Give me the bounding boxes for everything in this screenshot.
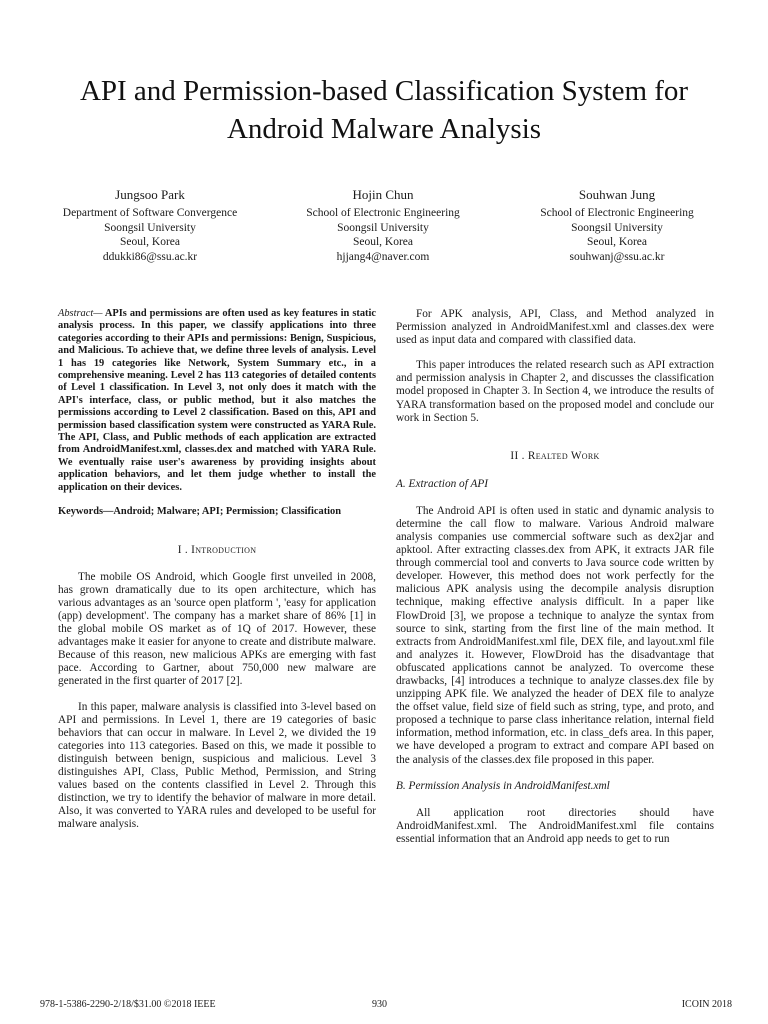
section-title: Realted Work [527, 449, 600, 462]
author-name: Jungsoo Park [115, 187, 185, 202]
section-heading-introduction [58, 543, 376, 557]
paragraph-right-1: For APK analysis, API, Class, and Method analyzed in Permission analyzed in AndroidManifest.xml and classes.dex were used as input data and compared with classified data. [396, 308, 714, 347]
author-dept: School of Electronic Engineering [306, 207, 460, 219]
paragraph-right-2: This paper introduces the related research such as API extraction and permission analysis in Chapter 2, and discusses the classification model proposed in Chapter 3. In Section 4, we introduce the results of YARA transformation based on the proposed model and conclude our work in Section 5. [396, 359, 714, 424]
paragraph-related-a: The Android API is often used in static and dynamic analysis to determine the call flow to malware. Various Android malware analysis companies use commercial software such as dex2jar and apktool. After extracting classes.dex from APK, it extracts JAR file through commercial tool and converts to Java source code written by developer. However, this method does not work perfectly for the malicious APK analysis using the decompile analysis disruption technique, making effective analysis difficult. In a paper like FlowDroid [3], we propose a technique to analyze the syntax from source to sink, starting from the first line of the main method. It extracts from AndroidManifest.xml file, DEX file, and layout.xml file and analyzes it. However, FlowDroid has the disadvantage that obfuscated applications cannot be analyzed. To overcome these drawbacks, [4] introduces a technique to analyze classes.dex file by unzipping APK file. We analyzed the header of DEX file to analyze the offset value, field size of field such as string, type, and proto, and proposed a technique to parse class inheritance relation, internal field information, method information, etc. in class_defs area. In this paper, we have developed a program to extract and compare API based on the analysis of the classes.dex file proposed in this paper. [396, 504, 714, 766]
author-block-1 [35, 186, 265, 264]
section-number: I . [177, 543, 189, 556]
author-block-2 [268, 186, 498, 264]
footer-copyright: 978-1-5386-2290-2/18/$31.00 ©2018 IEEE [40, 999, 216, 1010]
title-line-2: Android Malware Analysis [226, 113, 542, 145]
paper-title [40, 72, 728, 148]
author-location: Seoul, Korea [119, 236, 181, 249]
subsection-heading-b: B. Permission Analysis in AndroidManifest.xml [396, 779, 610, 792]
footer-conference: ICOIN 2018 [681, 999, 732, 1010]
author-dept: Department of Software Convergence [62, 207, 238, 219]
abstract [58, 308, 376, 494]
author-block-3 [502, 186, 732, 264]
section-title: Introduction [191, 543, 257, 556]
author-university: Soongsil University [337, 221, 429, 234]
author-university: Soongsil University [571, 221, 663, 234]
paragraph-related-b: All application root directories should have AndroidManifest.xml. The AndroidManifest.xml file contains essential information that an Android app needs to get to run [396, 806, 714, 845]
title-line-1: API and Permission-based Classification System for [79, 75, 689, 107]
author-name: Souhwan Jung [578, 187, 656, 202]
author-dept: School of Electronic Engineering [540, 207, 694, 219]
author-email: hjjang4@naver.com [336, 250, 430, 263]
author-university: Soongsil University [104, 221, 196, 234]
author-email: ddukki86@ssu.ac.kr [102, 250, 198, 263]
footer-page-number: 930 [372, 999, 387, 1010]
author-email: souhwanj@ssu.ac.kr [569, 250, 665, 263]
right-column [396, 308, 714, 858]
section-number: II . [510, 449, 525, 462]
paragraph-intro-2: In this paper, malware analysis is classified into 3-level based on API and permissions. In Level 1, there are 19 categories of basic behaviors that can occur in malware. In Level 2, we divided the 19 categories into 113 categories. Based on this, we made it possible to distinguish between benign, suspicious and malicious. Level 3 distinguishes API, Class, Public Method, Permission, and String values based on the contents classified in Level 2. Through this distinction, we try to identify the behavior of malware in more detail. Also, it was converted to YARA rules and developed to be useful for malware analysis. [58, 700, 376, 831]
abstract-label: Abstract— [58, 308, 103, 319]
keywords: Keywords—Android; Malware; API; Permission; Classification [58, 506, 342, 518]
author-location: Seoul, Korea [586, 236, 648, 249]
subsection-heading-a: A. Extraction of API [396, 477, 489, 490]
author-location: Seoul, Korea [352, 236, 414, 249]
left-column [58, 308, 376, 843]
abstract-text: APIs and permissions are often used as key features in static analysis process. In this paper, we classify applications into three categories according to their APIs and permissions: Benign, Suspicious, and Malicious. To achieve that, we define three levels of analysis. Level 1 has 19 categories like Network, System Summary etc., in a comprehensive meaning. Level 2 has 113 categories of detailed contents of Level 1 classification. In Level 3, not only does it match with the API's interface, class, or public method, but it also matches the permissions according to Level 2 classification. Based on this, API and permission based classification system were constructed as YARA Rule. The API, Class, and Public methods of each application are extracted from AndroidManifest.xml, classes.dex and matched with YARA Rule. We eventually raise user's awareness by providing insights about application behaviors, and let them judge whether to install the application on their devices. [58, 308, 376, 493]
paragraph-intro-1: The mobile OS Android, which Google first unveiled in 2008, has grown dramatically due to its open architecture, which has various advantages as an 'source open platform ', 'easy for application (app) development'. The company has a market share of 86% [1] in the global mobile OS market as of 1Q of 2017. However, these advantages make it easier for anyone to create and distribute malware. Because of this reason, new malicious APKs are emerging with fast pace. According to Gartner, about 750,000 new malware are generated in the first quarter of 2017 [2]. [58, 570, 376, 688]
section-heading-related-work [396, 449, 714, 463]
author-name: Hojin Chun [352, 187, 414, 202]
